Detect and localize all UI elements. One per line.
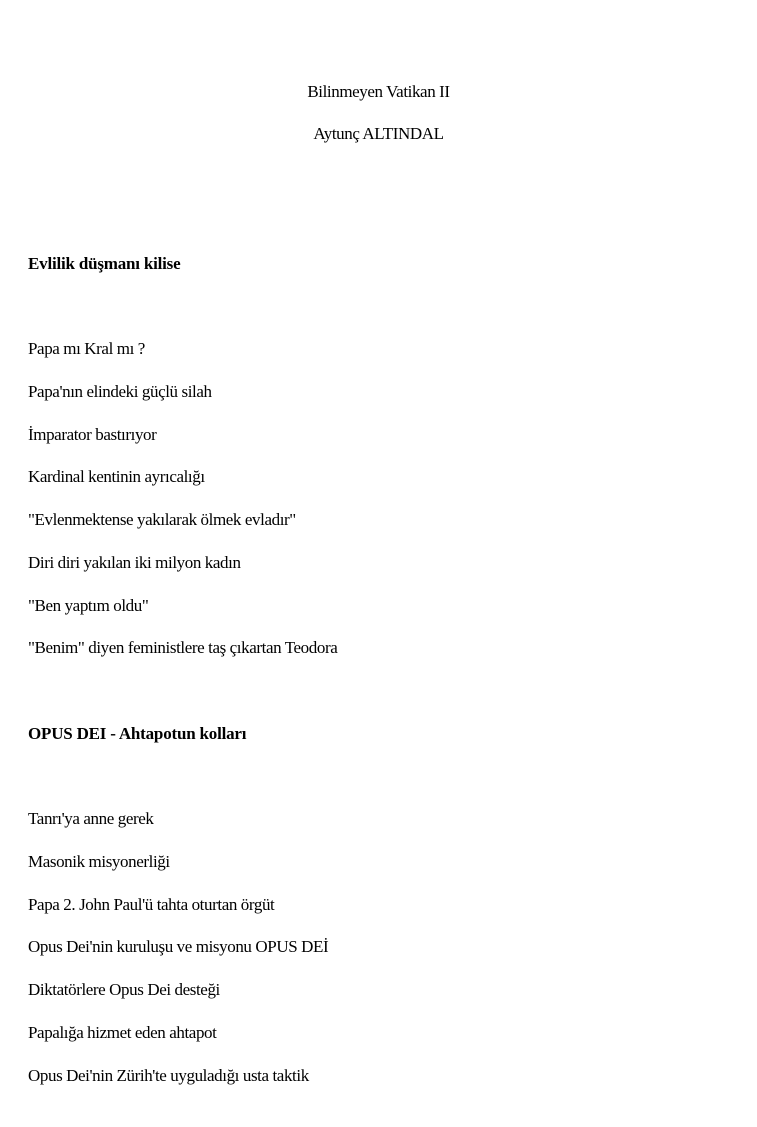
list-item: İmparator bastırıyor (28, 425, 157, 444)
list-item: Papa mı Kral mı ? (28, 339, 145, 358)
section-heading-opus-dei: OPUS DEI - Ahtapotun kolları (28, 724, 247, 743)
list-item: Masonik misyonerliği (28, 852, 170, 871)
list-item: Opus Dei'nin Zürih'te uyguladığı usta taktik (28, 1066, 309, 1085)
list-item: Kardinal kentinin ayrıcalığı (28, 467, 205, 486)
section-heading-evlilik: Evlilik düşmanı kilise (28, 254, 181, 273)
document-author: Aytunç ALTINDAL (313, 124, 444, 143)
list-item: "Ben yaptım oldu" (28, 596, 149, 615)
list-item: Papa 2. John Paul'ü tahta oturtan örgüt (28, 895, 275, 914)
document-title: Bilinmeyen Vatikan II (307, 82, 450, 101)
list-item: Diktatörlere Opus Dei desteği (28, 980, 220, 999)
list-item: Papa'nın elindeki güçlü silah (28, 382, 212, 401)
list-item: "Evlenmektense yakılarak ölmek evladır" (28, 510, 296, 529)
list-item: Tanrı'ya anne gerek (28, 809, 154, 828)
list-item: "Benim" diyen feministlere taş çıkartan Teodora (28, 638, 338, 657)
list-item: Opus Dei'nin kuruluşu ve misyonu OPUS DEİ (28, 937, 329, 956)
list-item: Diri diri yakılan iki milyon kadın (28, 553, 241, 572)
list-item: Papalığa hizmet eden ahtapot (28, 1023, 217, 1042)
